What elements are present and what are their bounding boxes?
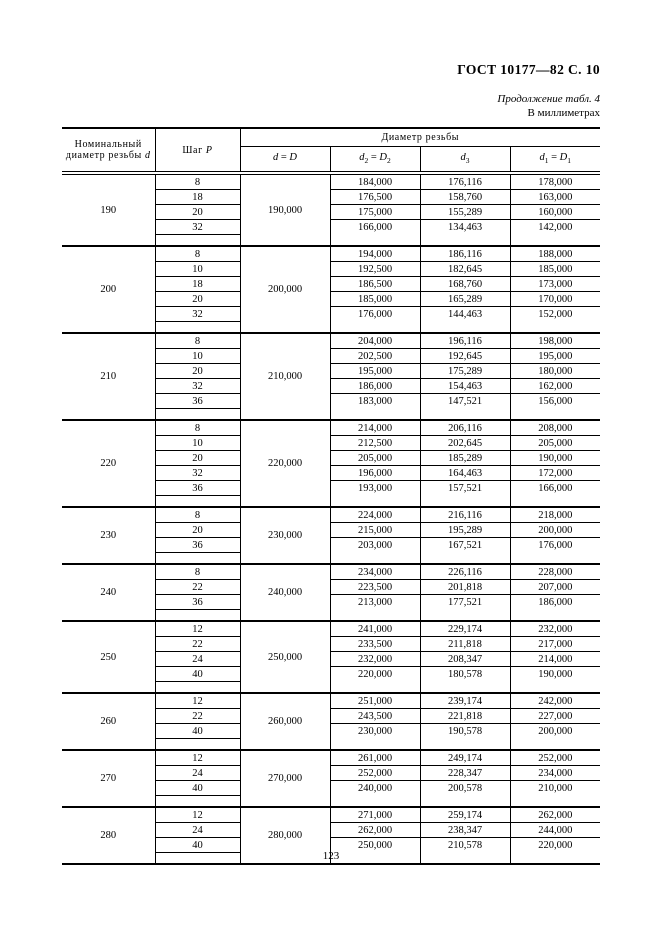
- d3-cell: 154,463: [420, 379, 510, 394]
- d3-cell: 216,116: [420, 507, 510, 523]
- pitch-cell: 20: [155, 205, 240, 220]
- pitch-cell: 12: [155, 807, 240, 823]
- d3-cell: 239,174: [420, 693, 510, 709]
- spacer-cell: [330, 553, 420, 565]
- d2-cell: 223,500: [330, 580, 420, 595]
- header-pitch: Шаг P: [155, 128, 240, 173]
- header-nominal-diameter: Номинальный диаметр резьбы d: [62, 128, 155, 173]
- pitch-cell: 20: [155, 523, 240, 538]
- spacer-cell: [420, 235, 510, 247]
- table-row: [62, 807, 600, 823]
- pitch-cell: 8: [155, 246, 240, 262]
- header-d1-equals-D1: $d_1 = D_1$: [510, 147, 600, 174]
- d3-cell: 210,578: [420, 838, 510, 853]
- d2-cell: 184,000: [330, 173, 420, 190]
- d1-cell: 214,000: [510, 652, 600, 667]
- pitch-cell: 8: [155, 564, 240, 580]
- spacer-cell: [155, 322, 240, 334]
- d-equals-D-cell: 250,000: [240, 621, 330, 693]
- table-row: [62, 693, 600, 709]
- d2-cell: 232,000: [330, 652, 420, 667]
- pitch-cell: 18: [155, 277, 240, 292]
- d1-cell: 170,000: [510, 292, 600, 307]
- d3-cell: 134,463: [420, 220, 510, 235]
- spacer-cell: [510, 322, 600, 334]
- d1-cell: 232,000: [510, 621, 600, 637]
- d2-cell: 243,500: [330, 709, 420, 724]
- spacer-cell: [510, 682, 600, 694]
- pitch-cell: 18: [155, 190, 240, 205]
- d1-cell: 205,000: [510, 436, 600, 451]
- d1-cell: 188,000: [510, 246, 600, 262]
- spacer-cell: [420, 322, 510, 334]
- d3-cell: 259,174: [420, 807, 510, 823]
- d3-cell: 177,521: [420, 595, 510, 610]
- table-row: [62, 564, 600, 580]
- pitch-cell: 40: [155, 781, 240, 796]
- d1-cell: 198,000: [510, 333, 600, 349]
- d1-cell: 220,000: [510, 838, 600, 853]
- pitch-cell: 12: [155, 621, 240, 637]
- spacer-cell: [420, 610, 510, 622]
- d-equals-D-cell: 260,000: [240, 693, 330, 750]
- d2-cell: 262,000: [330, 823, 420, 838]
- d2-cell: 233,500: [330, 637, 420, 652]
- d-equals-D-cell: 230,000: [240, 507, 330, 564]
- d3-cell: 155,289: [420, 205, 510, 220]
- spacer-cell: [510, 496, 600, 508]
- d3-cell: 157,521: [420, 481, 510, 496]
- d3-cell: 200,578: [420, 781, 510, 796]
- d3-cell: 176,116: [420, 173, 510, 190]
- d1-cell: 227,000: [510, 709, 600, 724]
- table-continuation-note: Продолжение табл. 4: [497, 93, 600, 105]
- d-equals-D-cell: 280,000: [240, 807, 330, 864]
- pitch-cell: 8: [155, 173, 240, 190]
- nominal-diameter-cell: 240: [62, 564, 155, 621]
- table-row: [62, 507, 600, 523]
- d2-cell: 214,000: [330, 420, 420, 436]
- d3-cell: 164,463: [420, 466, 510, 481]
- d1-cell: 160,000: [510, 205, 600, 220]
- spacer-cell: [420, 496, 510, 508]
- d1-cell: 200,000: [510, 523, 600, 538]
- d2-cell: 251,000: [330, 693, 420, 709]
- pitch-cell: 40: [155, 838, 240, 853]
- nominal-diameter-cell: 280: [62, 807, 155, 864]
- pitch-cell: 36: [155, 538, 240, 553]
- table-row: [62, 246, 600, 262]
- d1-cell: 163,000: [510, 190, 600, 205]
- nominal-diameter-cell: 210: [62, 333, 155, 420]
- spacer-cell: [155, 553, 240, 565]
- spacer-cell: [330, 796, 420, 808]
- d2-cell: 224,000: [330, 507, 420, 523]
- spacer-cell: [330, 496, 420, 508]
- d3-cell: 202,645: [420, 436, 510, 451]
- d2-cell: 186,500: [330, 277, 420, 292]
- d2-cell: 220,000: [330, 667, 420, 682]
- d1-cell: 173,000: [510, 277, 600, 292]
- nominal-diameter-cell: 190: [62, 173, 155, 246]
- d1-cell: 234,000: [510, 766, 600, 781]
- d-equals-D-cell: 270,000: [240, 750, 330, 807]
- d1-cell: 190,000: [510, 667, 600, 682]
- d2-cell: 192,500: [330, 262, 420, 277]
- table-row: [62, 173, 600, 190]
- d2-cell: 175,000: [330, 205, 420, 220]
- page-number: 123: [322, 850, 340, 862]
- spacer-cell: [510, 796, 600, 808]
- d1-cell: 185,000: [510, 262, 600, 277]
- header-thread-diameter: Диаметр резьбы: [240, 128, 600, 147]
- thread-diameter-table: [62, 127, 600, 865]
- table-row: [62, 420, 600, 436]
- d2-cell: 240,000: [330, 781, 420, 796]
- d1-cell: 242,000: [510, 693, 600, 709]
- d2-cell: 166,000: [330, 220, 420, 235]
- nominal-diameter-cell: 230: [62, 507, 155, 564]
- d3-cell: 238,347: [420, 823, 510, 838]
- d3-cell: 168,760: [420, 277, 510, 292]
- d3-cell: 221,818: [420, 709, 510, 724]
- nominal-diameter-cell: 260: [62, 693, 155, 750]
- spacer-cell: [420, 409, 510, 421]
- d1-cell: 208,000: [510, 420, 600, 436]
- d1-cell: 210,000: [510, 781, 600, 796]
- d1-cell: 186,000: [510, 595, 600, 610]
- pitch-cell: 12: [155, 693, 240, 709]
- spacer-cell: [155, 796, 240, 808]
- pitch-cell: 36: [155, 481, 240, 496]
- pitch-cell: 36: [155, 394, 240, 409]
- d3-cell: 175,289: [420, 364, 510, 379]
- spacer-cell: [510, 409, 600, 421]
- d2-cell: 176,000: [330, 307, 420, 322]
- d3-cell: 249,174: [420, 750, 510, 766]
- d2-cell: 234,000: [330, 564, 420, 580]
- d2-cell: 202,500: [330, 349, 420, 364]
- d3-cell: 228,347: [420, 766, 510, 781]
- header-d3: $d_3$: [420, 147, 510, 174]
- d2-cell: 215,000: [330, 523, 420, 538]
- d1-cell: 200,000: [510, 724, 600, 739]
- spacer-cell: [510, 610, 600, 622]
- d3-cell: 208,347: [420, 652, 510, 667]
- d2-cell: 212,500: [330, 436, 420, 451]
- nominal-diameter-cell: 200: [62, 246, 155, 333]
- d2-cell: 205,000: [330, 451, 420, 466]
- spacer-cell: [330, 610, 420, 622]
- d1-cell: 162,000: [510, 379, 600, 394]
- spacer-cell: [155, 409, 240, 421]
- pitch-cell: 10: [155, 262, 240, 277]
- d3-cell: 190,578: [420, 724, 510, 739]
- d2-cell: 241,000: [330, 621, 420, 637]
- pitch-cell: 32: [155, 307, 240, 322]
- d3-cell: 192,645: [420, 349, 510, 364]
- d3-cell: 186,116: [420, 246, 510, 262]
- pitch-cell: 8: [155, 420, 240, 436]
- spacer-cell: [330, 322, 420, 334]
- spacer-cell: [330, 409, 420, 421]
- pitch-cell: 12: [155, 750, 240, 766]
- pitch-cell: 10: [155, 436, 240, 451]
- spacer-cell: [420, 796, 510, 808]
- header-d2-equals-D2: $d_2 = D_2$: [330, 147, 420, 174]
- nominal-diameter-cell: 270: [62, 750, 155, 807]
- d2-cell: 252,000: [330, 766, 420, 781]
- d1-cell: 218,000: [510, 507, 600, 523]
- pitch-cell: 8: [155, 507, 240, 523]
- d1-cell: 262,000: [510, 807, 600, 823]
- pitch-cell: 22: [155, 709, 240, 724]
- d1-cell: 152,000: [510, 307, 600, 322]
- d3-cell: 165,289: [420, 292, 510, 307]
- d2-cell: 176,500: [330, 190, 420, 205]
- d-equals-D-cell: 190,000: [240, 173, 330, 246]
- d2-cell: 203,000: [330, 538, 420, 553]
- d3-cell: 144,463: [420, 307, 510, 322]
- spacer-cell: [155, 682, 240, 694]
- d2-cell: 271,000: [330, 807, 420, 823]
- spacer-cell: [420, 553, 510, 565]
- d-equals-D-cell: 200,000: [240, 246, 330, 333]
- spacer-cell: [510, 553, 600, 565]
- d1-cell: 142,000: [510, 220, 600, 235]
- d3-cell: 201,818: [420, 580, 510, 595]
- d3-cell: 211,818: [420, 637, 510, 652]
- d2-cell: 230,000: [330, 724, 420, 739]
- pitch-cell: 32: [155, 220, 240, 235]
- pitch-cell: 24: [155, 766, 240, 781]
- pitch-cell: 40: [155, 667, 240, 682]
- spacer-cell: [510, 739, 600, 751]
- spacer-cell: [155, 739, 240, 751]
- spacer-cell: [330, 235, 420, 247]
- d3-cell: 182,645: [420, 262, 510, 277]
- d1-cell: 195,000: [510, 349, 600, 364]
- spacer-cell: [420, 739, 510, 751]
- nominal-diameter-cell: 250: [62, 621, 155, 693]
- pitch-cell: 32: [155, 379, 240, 394]
- d2-cell: 261,000: [330, 750, 420, 766]
- spacer-cell: [155, 610, 240, 622]
- d2-cell: 193,000: [330, 481, 420, 496]
- header-d-equals-D: d = D: [240, 147, 330, 174]
- d3-cell: 167,521: [420, 538, 510, 553]
- d1-cell: 252,000: [510, 750, 600, 766]
- d1-cell: 176,000: [510, 538, 600, 553]
- d3-cell: 147,521: [420, 394, 510, 409]
- pitch-cell: 8: [155, 333, 240, 349]
- d1-cell: 244,000: [510, 823, 600, 838]
- nominal-diameter-cell: 220: [62, 420, 155, 507]
- units-note: В миллиметрах: [527, 107, 600, 119]
- pitch-cell: 24: [155, 652, 240, 667]
- pitch-cell: 36: [155, 595, 240, 610]
- d1-cell: 228,000: [510, 564, 600, 580]
- d3-cell: 185,289: [420, 451, 510, 466]
- d2-cell: 183,000: [330, 394, 420, 409]
- pitch-cell: 20: [155, 364, 240, 379]
- d2-cell: 213,000: [330, 595, 420, 610]
- spacer-cell: [420, 682, 510, 694]
- d2-cell: 196,000: [330, 466, 420, 481]
- table-row: [62, 750, 600, 766]
- d3-cell: 158,760: [420, 190, 510, 205]
- d1-cell: 180,000: [510, 364, 600, 379]
- d3-cell: 180,578: [420, 667, 510, 682]
- d1-cell: 156,000: [510, 394, 600, 409]
- d2-cell: 194,000: [330, 246, 420, 262]
- d2-cell: 204,000: [330, 333, 420, 349]
- pitch-cell: 20: [155, 451, 240, 466]
- spacer-cell: [330, 739, 420, 751]
- d1-cell: 172,000: [510, 466, 600, 481]
- d3-cell: 196,116: [420, 333, 510, 349]
- d-equals-D-cell: 240,000: [240, 564, 330, 621]
- d-equals-D-cell: 210,000: [240, 333, 330, 420]
- pitch-cell: 10: [155, 349, 240, 364]
- table-row: [62, 333, 600, 349]
- d3-cell: 195,289: [420, 523, 510, 538]
- spacer-cell: [155, 235, 240, 247]
- d1-cell: 178,000: [510, 173, 600, 190]
- doc-header: ГОСТ 10177—82 С. 10: [457, 62, 600, 77]
- pitch-cell: 20: [155, 292, 240, 307]
- d1-cell: 207,000: [510, 580, 600, 595]
- d2-cell: 195,000: [330, 364, 420, 379]
- d1-cell: 190,000: [510, 451, 600, 466]
- d3-cell: 206,116: [420, 420, 510, 436]
- pitch-cell: 22: [155, 637, 240, 652]
- d3-cell: 226,116: [420, 564, 510, 580]
- spacer-cell: [155, 496, 240, 508]
- d3-cell: 229,174: [420, 621, 510, 637]
- d2-cell: 186,000: [330, 379, 420, 394]
- pitch-cell: 22: [155, 580, 240, 595]
- spacer-cell: [510, 235, 600, 247]
- pitch-cell: 40: [155, 724, 240, 739]
- d2-cell: 250,000: [330, 838, 420, 853]
- table-row: [62, 621, 600, 637]
- d1-cell: 217,000: [510, 637, 600, 652]
- d-equals-D-cell: 220,000: [240, 420, 330, 507]
- d2-cell: 185,000: [330, 292, 420, 307]
- pitch-cell: 32: [155, 466, 240, 481]
- pitch-cell: 24: [155, 823, 240, 838]
- d1-cell: 166,000: [510, 481, 600, 496]
- spacer-cell: [330, 682, 420, 694]
